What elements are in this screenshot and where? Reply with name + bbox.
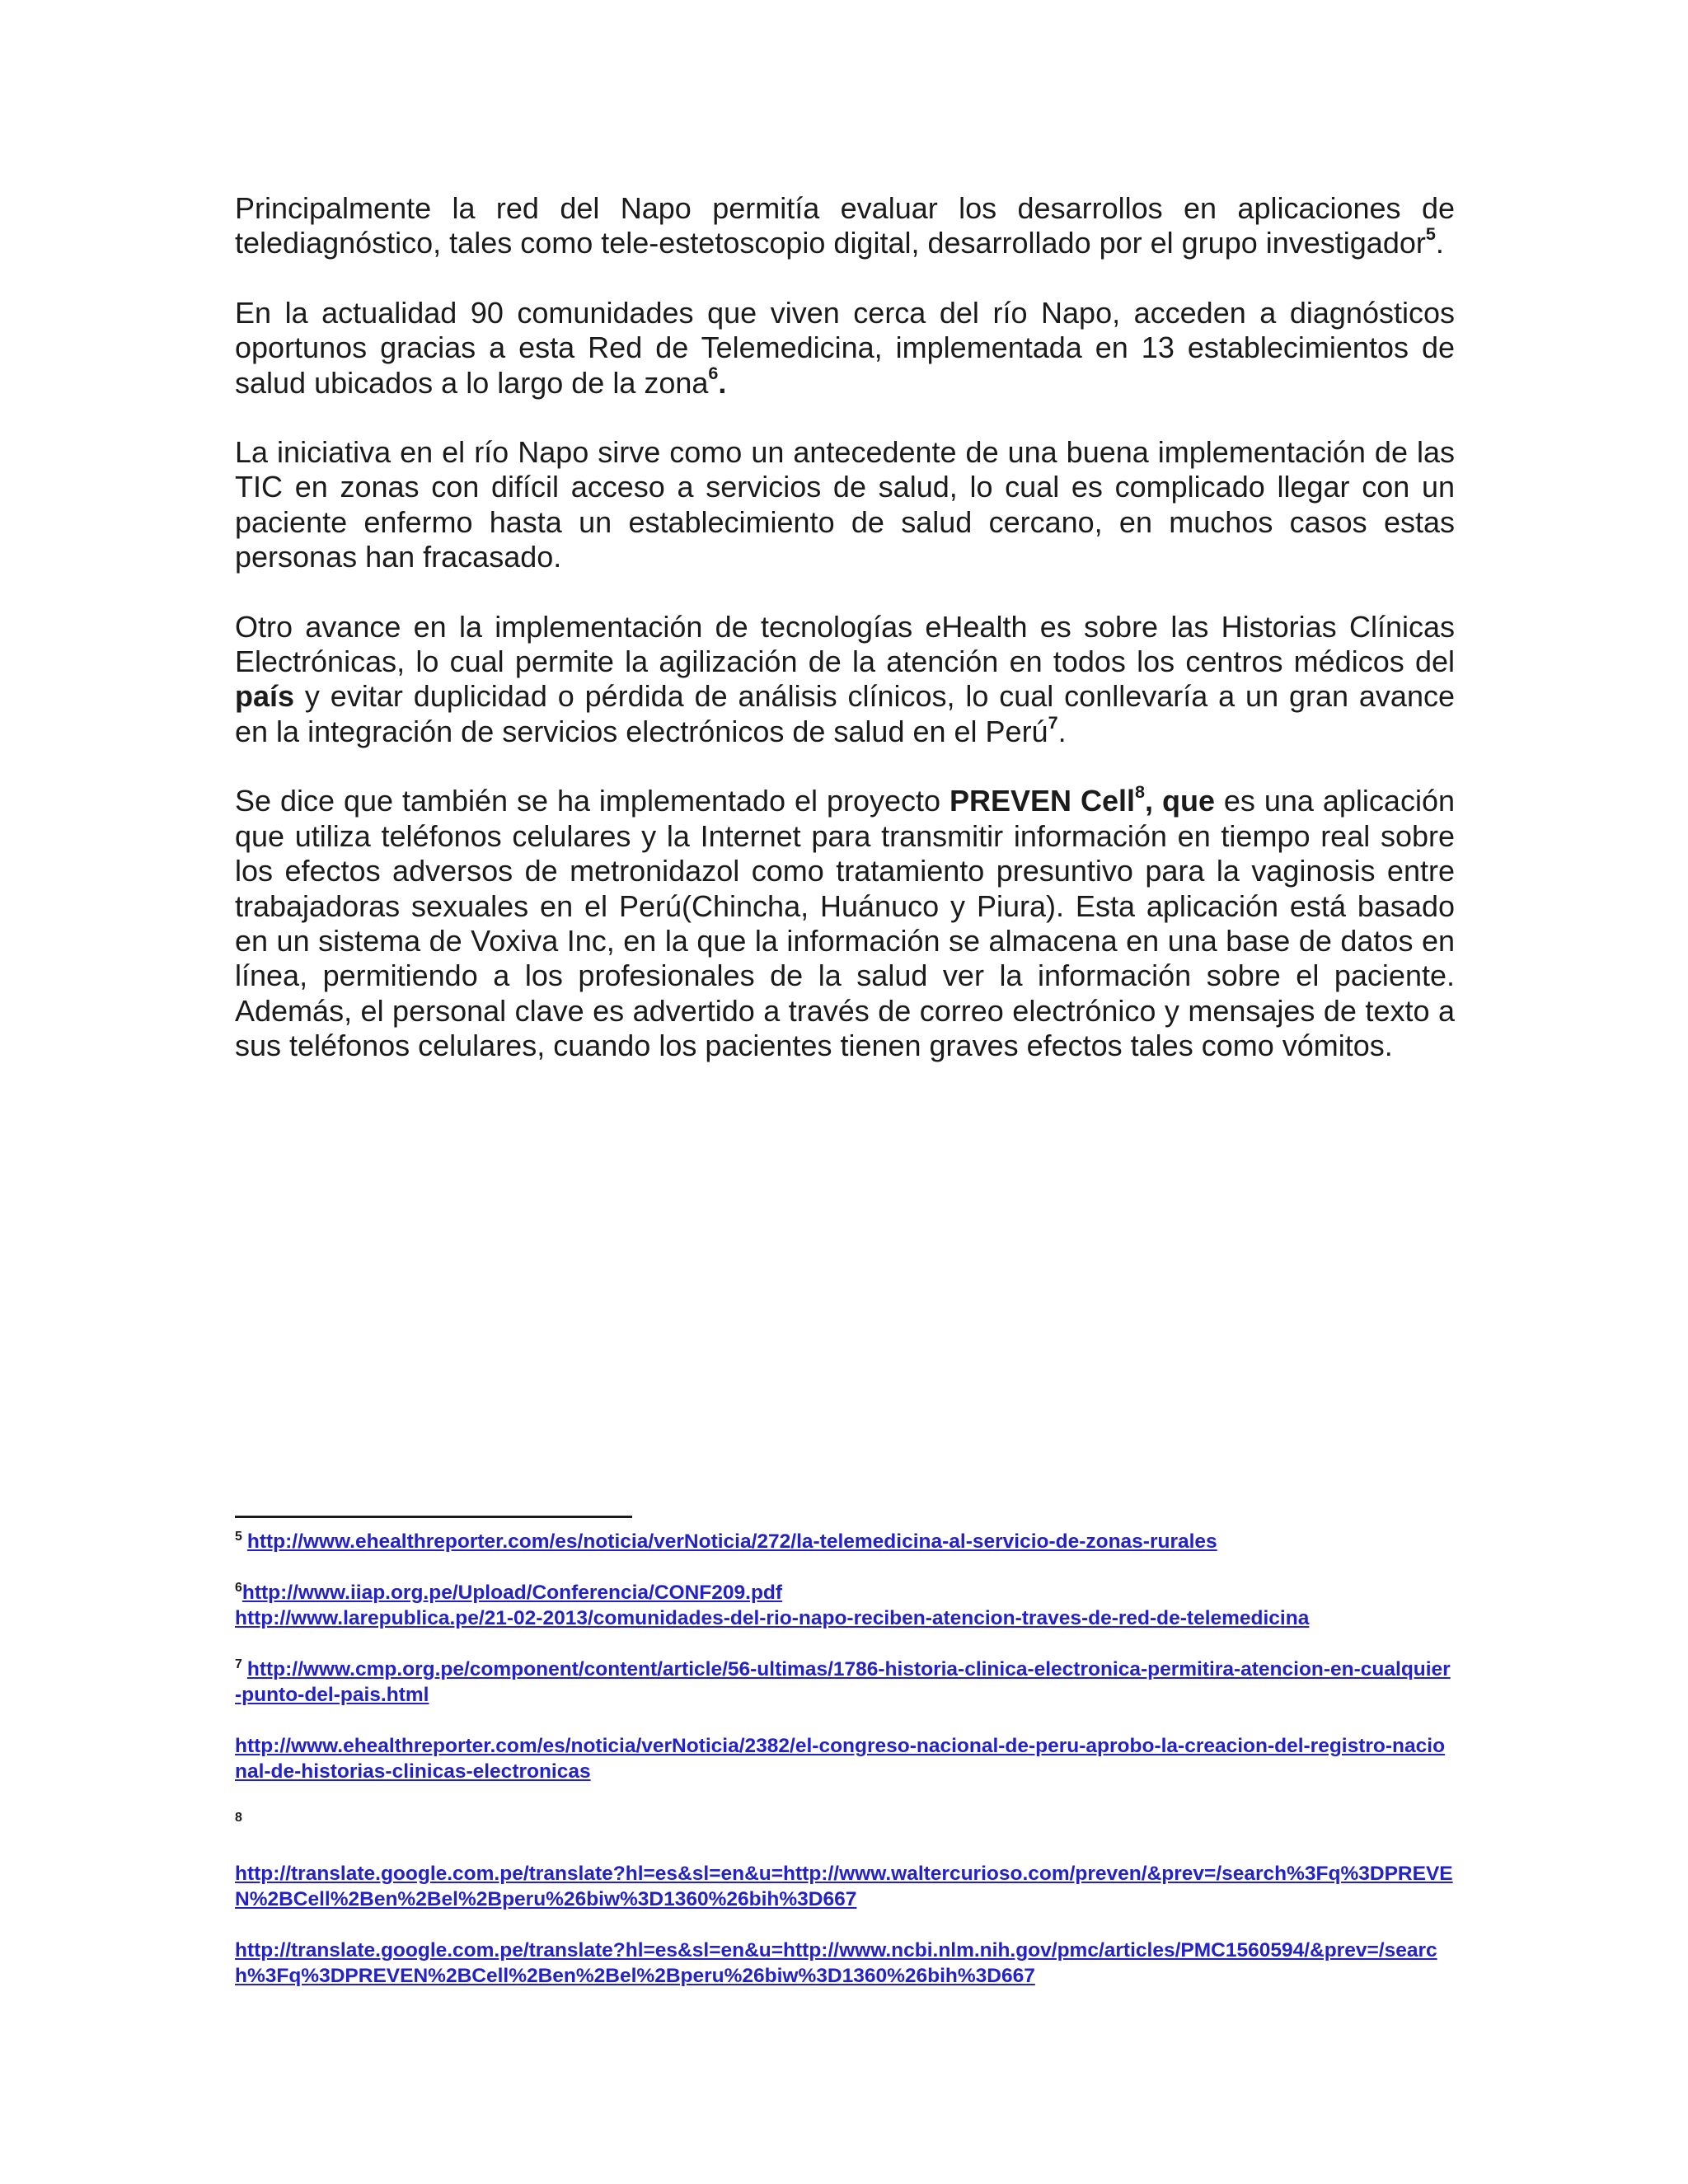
paragraph-4-text-b: y evitar duplicidad o pérdida de análisis clínicos, lo cual conllevaría a un gran avance en la integración de servicios electrónicos de salud en el Perú [235,679,1455,748]
footnote-8-continued-b [235,1938,1455,1989]
paragraph-2 [235,296,1455,401]
paragraph-2-text: En la actualidad 90 comunidades que viven cerca del río Napo, acceden a diagnósticos oportunos gracias a esta Red de Telemedicina, implementada en 13 establecimientos de salud ubicados a lo largo de la zona [235,295,1455,400]
paragraph-5 [235,781,1455,1063]
paragraph-5-text-a: Se dice que también se ha implementado el proyecto [235,784,950,818]
footnote-5-mark: 5 [235,1529,242,1544]
paragraph-4-bold: país [235,679,295,714]
footnote-6-continued [235,1605,1455,1631]
footnote-ref-7: 7 [1048,711,1058,733]
footnote-7-link-b[interactable]: http://www.ehealthreporter.com/es/noticia/verNoticia/2382/el-congreso-nacional-de-peru-aprobo-la-creacion-del-registro-nacional-de-historias-clinicas-electronicas [235,1735,1446,1783]
footnote-7 [235,1657,1455,1708]
paragraph-2-end: . [718,365,727,400]
paragraph-3 [235,435,1455,575]
footnote-6-mark: 6 [235,1580,242,1595]
paragraph-5-bold-a: PREVEN Cell [949,784,1135,818]
paragraph-1 [235,191,1455,261]
footnote-7-mark: 7 [235,1657,242,1671]
footnote-5-link[interactable]: http://www.ehealthreporter.com/es/noticia/verNoticia/272/la-telemedicina-al-servicio-de-zonas-rurales [246,1530,1217,1553]
footnote-separator [235,1516,632,1518]
footnote-spacer [235,1784,1455,1810]
footnote-8-continued-a [235,1861,1455,1912]
footnote-7-continued [235,1733,1455,1784]
paragraph-5-text-b: es una aplicación que utiliza teléfonos celulares y la Internet para transmitir información en tiempo real sobre los efectos adversos de metronidazol como tratamiento presuntivo para la vaginosis entre trabajadoras sexuales en el Perú(Chincha, Huánuco y Piura). Esta aplicación está basado en un sistema de Voxiva Inc, en la que la información se almacena en una base de datos en línea, permitiendo a los profesionales de la salud ver la información sobre el paciente. Además, el personal clave es advertido a través de correo electrónico y mensajes de texto a sus teléfonos celulares, cuando los pacientes tienen graves efectos tales como vómitos. [235,784,1455,1063]
footnote-7-link-a[interactable]: http://www.cmp.org.pe/component/content/article/56-ultimas/1786-historia-clinica-electronica-permitira-atencion-en-cualquier-punto-del-pais.html [235,1658,1451,1706]
footnote-6-link-a[interactable]: http://www.iiap.org.pe/Upload/Conferencia/CONF209.pdf [241,1582,783,1604]
footnote-6-link-b[interactable]: http://www.larepublica.pe/21-02-2013/comunidades-del-rio-napo-reciben-atencion-traves-de-red-de-telemedicina [235,1607,1310,1629]
footnotes [235,1529,1455,1989]
paragraph-4-end: . [1057,714,1067,748]
paragraph-5-bold-b: , que [1145,784,1215,818]
footnote-8-link-a[interactable]: http://translate.google.com.pe/translate?hl=es&sl=en&u=http://www.waltercurioso.com/preven/&prev=/search%3Fq%3DPREVEN%2BCell%2Ben%2Bel%2Bperu%26biw%3D1360%26bih%3D667 [235,1863,1453,1910]
footnote-ref-5: 5 [1425,223,1436,245]
footnote-ref-6: 6 [708,363,719,384]
paragraph-4-text-a: Otro avance en la implementación de tecnologías eHealth es sobre las Historias Clínicas Electrónicas, lo cual permite la agilización de la atención en todos los centros médicos del [235,609,1455,679]
footnote-8-mark: 8 [235,1810,242,1825]
footnote-5 [235,1529,1455,1554]
footnote-spacer [235,1708,1455,1733]
body-text [235,191,1455,1099]
footnote-6 [235,1580,1455,1605]
footnote-ref-8: 8 [1135,781,1146,803]
footnote-spacer [235,1631,1455,1657]
paragraph-3-text: La iniciativa en el río Napo sirve como un antecedente de una buena implementación de las TIC en zonas con difícil acceso a servicios de salud, lo cual es complicado llegar con un paciente enfermo hasta un establecimiento de salud cercano, en muchos casos estas personas han fracasado. [235,435,1455,574]
footnote-spacer [235,1912,1455,1938]
paragraph-4 [235,610,1455,750]
footnote-8-link-b[interactable]: http://translate.google.com.pe/translate?hl=es&sl=en&u=http://www.ncbi.nlm.nih.gov/pmc/articles/PMC1560594/&prev=/search%3Fq%3DPREVEN%2BCell%2Ben%2Bel%2Bperu%26biw%3D1360%26bih%3D667 [235,1939,1437,1987]
footnote-8 [235,1810,1455,1835]
paragraph-1-text: Principalmente la red del Napo permitía evaluar los desarrollos en aplicaciones de telediagnóstico, tales como tele-estetoscopio digital, desarrollado por el grupo investigador [235,191,1455,260]
footnote-spacer [235,1835,1455,1861]
paragraph-1-end: . [1435,226,1444,260]
footnote-spacer [235,1554,1455,1580]
